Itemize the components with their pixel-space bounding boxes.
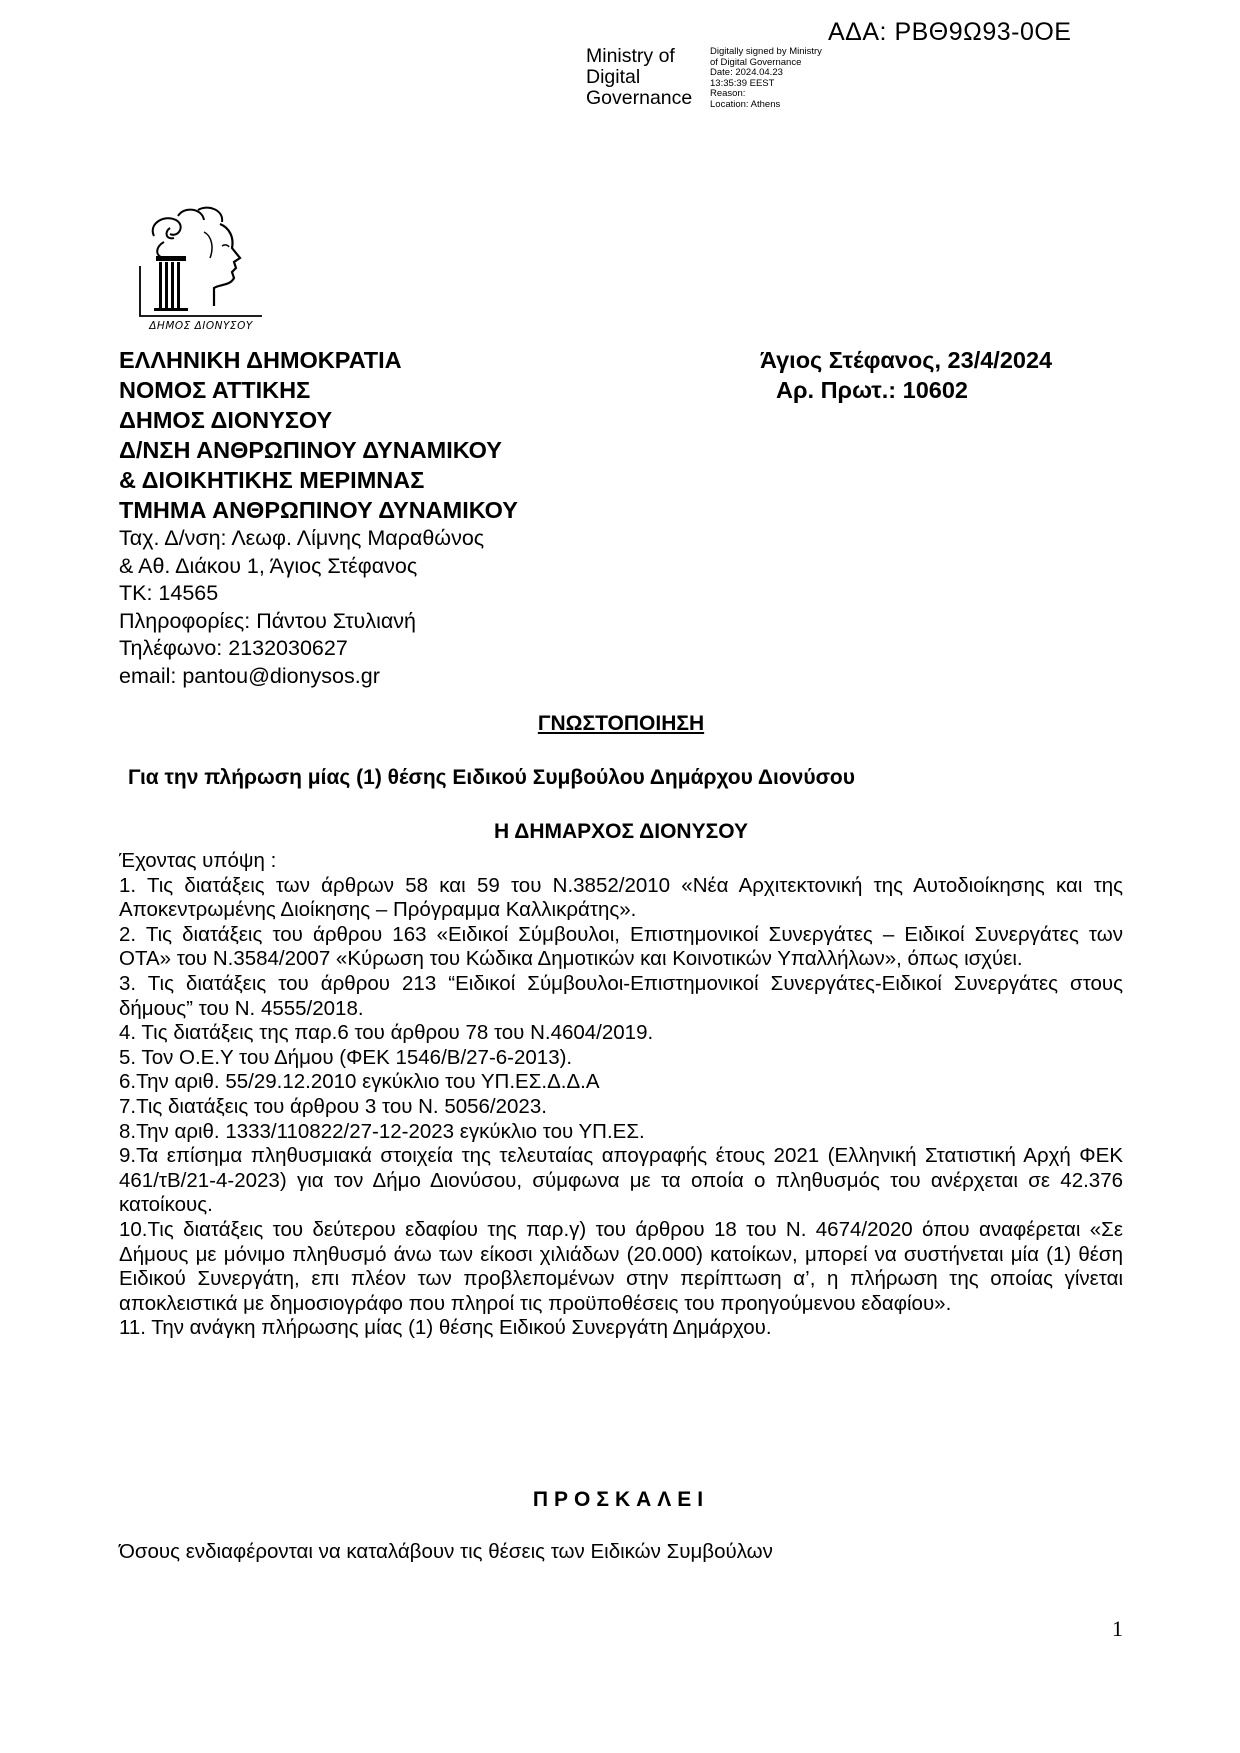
closing-text: Όσους ενδιαφέρονται να καταλάβουν τις θέσεις των Ειδικών Συμβούλων <box>119 1540 773 1563</box>
header-line: ΕΛΛΗΝΙΚΗ ΔΗΜΟΚΡΑΤΙΑ <box>119 347 402 373</box>
considerations-item: 3. Τις διατάξεις του άρθρου 213 “Ειδικοί Σύμβουλοι-Επιστημονικοί Συνεργάτες-Ειδικοί Συνεργάτες στους δήμους” του Ν. 4555/2018. <box>119 971 1123 1020</box>
document-body <box>119 849 1123 1341</box>
header-line: Δ/ΝΣΗ ΑΝΘΡΩΠΙΝΟΥ ΔΥΝΑΜΙΚΟΥ <box>119 437 502 463</box>
considerations-item: 10.Τις διατάξεις του δεύτερου εδαφίου της παρ.γ) του άρθρου 18 του Ν. 4674/2020 όπου αναφέρεται «Σε Δήμους με μόνιμο πληθυσμό άνω των είκοσι χιλιάδων (20.000) κατοίκων, μπορεί να συστήνεται μία (1) θέση Ειδικού Συνεργάτη, επι πλέον των προβλεπομένων στην περίπτωση α’, η πλήρωση της οποίας γίνεται αποκλειστικά με δημοσιογράφο που πληροί τις προϋποθέσεις του προηγούμενου εδαφίου». <box>119 1217 1123 1315</box>
considerations-item: 2. Τις διατάξεις του άρθρου 163 «Ειδικοί Σύμβουλοι, Επιστημονικοί Συνεργάτες – Ειδικοί Συνεργάτες των ΟΤΑ» του Ν.3584/2007 «Κύρωση του Κώδικα Δημοτικών και Κοινοτικών Υπαλλήλων», όπως ισχύει. <box>119 922 1123 971</box>
contact-line: Τηλέφωνο: 2132030627 <box>119 636 348 660</box>
contact-line: ΤΚ: 14565 <box>119 581 219 605</box>
invite-title: ΠΡΟΣΚΑΛΕΙ <box>532 1488 710 1511</box>
signature-detail-line: Reason: <box>710 88 746 99</box>
signature-org-line: Governance <box>586 87 693 109</box>
considerations-item: 1. Τις διατάξεις των άρθρων 58 και 59 του Ν.3852/2010 «Νέα Αρχιτεκτονική της Αυτοδιοίκησης και της Αποκεντρωμένης Διοίκησης – Πρόγραμμα Καλλικράτης». <box>119 873 1123 922</box>
considerations-item: 4. Τις διατάξεις της παρ.6 του άρθρου 78 του Ν.4604/2019. <box>119 1021 654 1045</box>
municipality-logo <box>134 206 268 332</box>
ada-code: ΑΔΑ: ΡΒΘ9Ω93-0ΟΕ <box>828 18 1072 46</box>
contact-line: & Αθ. Διάκου 1, Άγιος Στέφανος <box>119 553 418 578</box>
header-line: & ΔΙΟΙΚΗΤΙΚΗΣ ΜΕΡΙΜΝΑΣ <box>119 467 425 493</box>
signature-detail-line: 13:35:39 EEST <box>710 77 775 89</box>
signature-org-line: Digital <box>586 66 641 88</box>
protocol-number: Αρ. Πρωτ.: 10602 <box>776 377 968 403</box>
considerations-item: 8.Την αριθ. 1333/110822/27-12-2023 εγκύκλιο του ΥΠ.ΕΣ. <box>119 1119 645 1143</box>
considerations-item: 11. Την ανάγκη πλήρωσης μίας (1) θέσης Ειδικού Συνεργάτη Δημάρχου. <box>119 1316 772 1340</box>
place-date: Άγιος Στέφανος, 23/4/2024 <box>760 347 1053 373</box>
page-number: 1 <box>1112 1616 1123 1641</box>
mayor-title: Η ΔΗΜΑΡΧΟΣ ΔΙΟΝΥΣΟΥ <box>494 820 748 843</box>
considerations-item: 5. Τον Ο.Ε.Υ του Δήμου (ΦΕΚ 1546/Β/27-6-2013). <box>119 1045 573 1069</box>
contact-email: email: pantou@dionysos.gr <box>119 663 380 688</box>
signature-detail-line: Date: 2024.04.23 <box>710 67 783 78</box>
signature-detail-line: Digitally signed by Ministry <box>710 46 822 57</box>
signature-organization <box>586 46 698 109</box>
considerations-item: 9.Τα επίσημα πληθυσμιακά στοιχεία της τελευταίας απογραφής έτους 2021 (Ελληνική Στατιστική Αρχή ΦΕΚ 461/τΒ/21-4-2023) για τον Δήμο Διονύσου, σύμφωνα με τα οποία ο πληθυσμός του ανέρχεται σε 42.376 κατοίκους. <box>119 1144 1123 1217</box>
notice-title: ΓΝΩΣΤΟΠΟΙΗΣΗ <box>537 712 705 735</box>
signature-org-line: Ministry of <box>586 45 675 67</box>
considerations-item: 7.Τις διατάξεις του άρθρου 3 του Ν. 5056/2023. <box>119 1094 547 1118</box>
signature-detail-line: of Digital Governance <box>710 56 802 68</box>
signature-details <box>710 47 835 110</box>
sender-header <box>119 345 719 690</box>
header-line: ΔΗΜΟΣ ΔΙΟΝΥΣΟΥ <box>119 407 333 433</box>
contact-line: Ταχ. Δ/νση: Λεωφ. Λίμνης Μαραθώνος <box>119 526 485 550</box>
header-line: ΝΟΜΟΣ ΑΤΤΙΚΗΣ <box>119 377 311 403</box>
contact-line: Πληροφορίες: Πάντου Στυλιανή <box>119 608 416 633</box>
logo-caption: ΔΗΜΟΣ ΔΙΟΝΥΣΟΥ <box>149 320 253 332</box>
signature-detail-line: Location: Athens <box>710 98 781 110</box>
header-line: ΤΜΗΜΑ ΑΝΘΡΩΠΙΝΟΥ ΔΥΝΑΜΙΚΟΥ <box>119 497 518 523</box>
subject-line: Για την πλήρωση μίας (1) θέσης Ειδικού Συμβούλου Δημάρχου Διονύσου <box>128 766 855 789</box>
body-intro: Έχοντας υπόψη : <box>119 849 277 872</box>
considerations-item: 6.Την αριθ. 55/29.12.2010 εγκύκλιο του ΥΠ.ΕΣ.Δ.Δ.Α <box>119 1070 600 1094</box>
